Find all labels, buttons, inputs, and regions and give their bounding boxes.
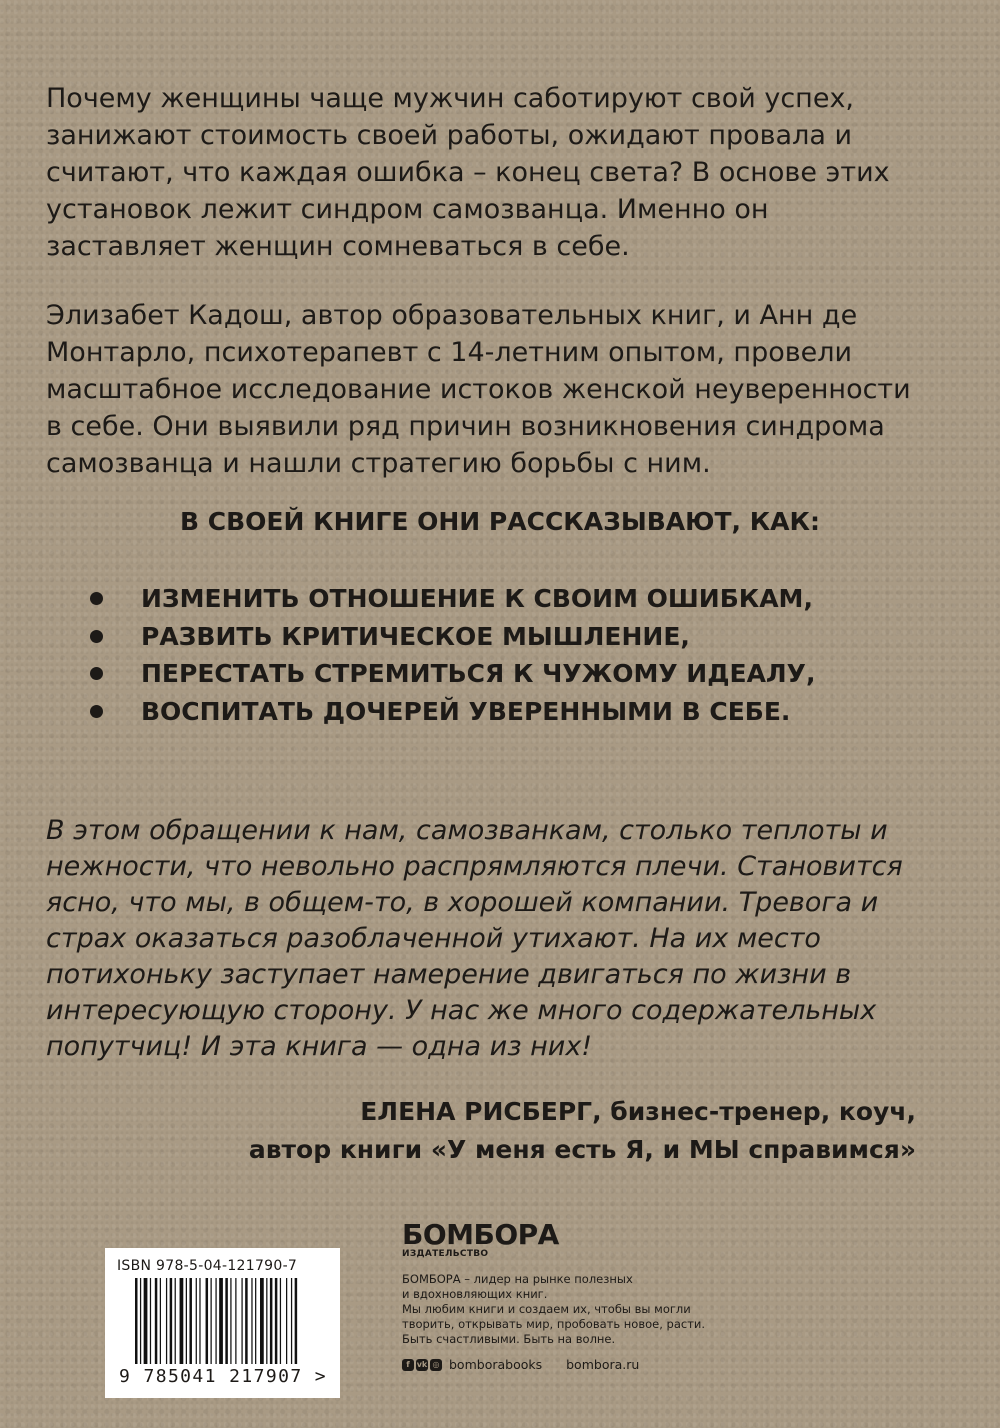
barcode-bar <box>270 1278 273 1364</box>
barcode-bar <box>275 1278 278 1364</box>
publisher-logo-subtitle: ИЗДАТЕЛЬСТВО <box>402 1249 489 1259</box>
list-item-text: ВОСПИТАТЬ ДОЧЕРЕЙ УВЕРЕННЫМИ В СЕБЕ. <box>141 696 791 726</box>
barcode-bar <box>291 1278 292 1364</box>
barcode-bar <box>135 1278 138 1364</box>
barcode-bar <box>225 1278 228 1364</box>
list-item-text: РАЗВИТЬ КРИТИЧЕСКОЕ МЫШЛЕНИЕ, <box>141 621 690 651</box>
publisher-description-line: Мы любим книги и создаем их, чтобы вы могли <box>402 1302 691 1316</box>
barcode-bar <box>189 1278 192 1364</box>
attribution-line-2: автор книги «У меня есть Я, и МЫ справимся» <box>248 1135 916 1164</box>
list-item-text: ПЕРЕСТАТЬ СТРЕМИТЬСЯ К ЧУЖОМУ ИДЕАЛУ, <box>141 659 816 689</box>
publisher-social <box>402 1357 639 1372</box>
publisher-description-line: Быть счастливыми. Быть на волне. <box>402 1332 616 1346</box>
bullet-icon <box>90 667 103 680</box>
intro-text <box>46 80 926 482</box>
publisher-description <box>402 1272 742 1347</box>
barcode-bar <box>206 1278 209 1364</box>
barcode-bar <box>155 1278 158 1364</box>
review-quote: В этом обращении к нам, самозванкам, столько теплоты и нежности, что невольно распрямляются плечи. Становится ясно, что мы, в общем-то, в хорошей компании. Тревога и страх оказаться разоблаченной утихают. На их место потихоньку заступает намерение двигаться по жизни в интересующую сторону. У нас же много содержательных попутчиц! И эта книга — одна из них! <box>46 815 903 1062</box>
barcode-bar <box>266 1278 267 1364</box>
intro-paragraph-2: Элизабет Кадош, автор образовательных книг, и Анн де Монтарло, психотерапевт с 14-летним опытом, провели масштабное исследование истоков женской неуверенности в себе. Они выявили ряд причин возникновения синдрома самозванца и нашли стратегию борьбы с ним. <box>46 300 911 479</box>
barcode-bar <box>166 1278 167 1364</box>
list-item <box>90 580 815 618</box>
barcode-bar <box>144 1278 148 1364</box>
barcode-number: 9 785041 217907 > <box>119 1366 328 1387</box>
isbn-barcode <box>105 1248 340 1398</box>
barcode-bar <box>160 1278 161 1364</box>
barcode-bar <box>196 1278 197 1364</box>
barcode-bar <box>140 1278 141 1364</box>
publisher-description-line: и вдохновляющих книг. <box>402 1287 548 1301</box>
barcode-bar <box>150 1278 151 1364</box>
quote-attribution <box>249 1093 916 1169</box>
list-item <box>90 618 815 656</box>
social-handle[interactable]: bomborabooks <box>449 1357 543 1372</box>
list-item <box>90 693 815 731</box>
barcode-bars <box>135 1278 311 1364</box>
barcode-bar <box>199 1278 200 1364</box>
publisher-website[interactable]: bombora.ru <box>566 1357 640 1372</box>
barcode-bar <box>251 1278 252 1364</box>
barcode-bar <box>241 1278 242 1364</box>
vk-icon[interactable]: vk <box>416 1359 428 1369</box>
instagram-icon[interactable]: ◎ <box>430 1359 442 1371</box>
publisher-logo: БОМБОРА <box>402 1218 559 1251</box>
bullet-icon <box>90 630 103 643</box>
isbn-label: ISBN 978-5-04-121790-7 <box>117 1258 298 1274</box>
barcode-bar <box>186 1278 187 1364</box>
bullet-icon <box>90 592 103 605</box>
barcode-bar <box>230 1278 231 1364</box>
attribution-line-1: ЕЛЕНА РИСБЕРГ, бизнес-тренер, коуч, <box>360 1097 916 1126</box>
barcode-bar <box>215 1278 216 1364</box>
publisher-description-line: БОМБОРА – лидер на рынке полезных <box>402 1272 633 1286</box>
barcode-bar <box>255 1278 256 1364</box>
bullet-list <box>90 580 815 730</box>
barcode-bar <box>170 1278 173 1364</box>
bullet-icon <box>90 705 103 718</box>
list-item <box>90 655 815 693</box>
facebook-icon[interactable]: f <box>402 1359 414 1371</box>
publisher-description-line: творить, открывать мир, пробовать новое, расти. <box>402 1317 706 1331</box>
barcode-bar <box>295 1278 298 1364</box>
barcode-bar <box>280 1278 281 1364</box>
barcode-bar <box>211 1278 212 1364</box>
barcode-bar <box>219 1278 223 1364</box>
barcode-bar <box>260 1278 264 1364</box>
barcode-bar <box>235 1278 236 1364</box>
barcode-bar <box>180 1278 184 1364</box>
bullet-list-heading: В СВОЕЙ КНИГЕ ОНИ РАССКАЗЫВАЮТ, КАК: <box>180 507 820 536</box>
barcode-bar <box>175 1278 176 1364</box>
intro-paragraph-1: Почему женщины чаще мужчин саботируют свой успех, занижают стоимость своей работы, ожидают провала и считают, что каждая ошибка – конец света? В основе этих установок лежит синдром самозванца. Именно он заставляет женщин сомневаться в себе. <box>46 83 890 262</box>
barcode-bar <box>286 1278 287 1364</box>
list-item-text: ИЗМЕНИТЬ ОТНОШЕНИЕ К СВОИМ ОШИБКАМ, <box>141 584 813 614</box>
barcode-bar <box>245 1278 248 1364</box>
